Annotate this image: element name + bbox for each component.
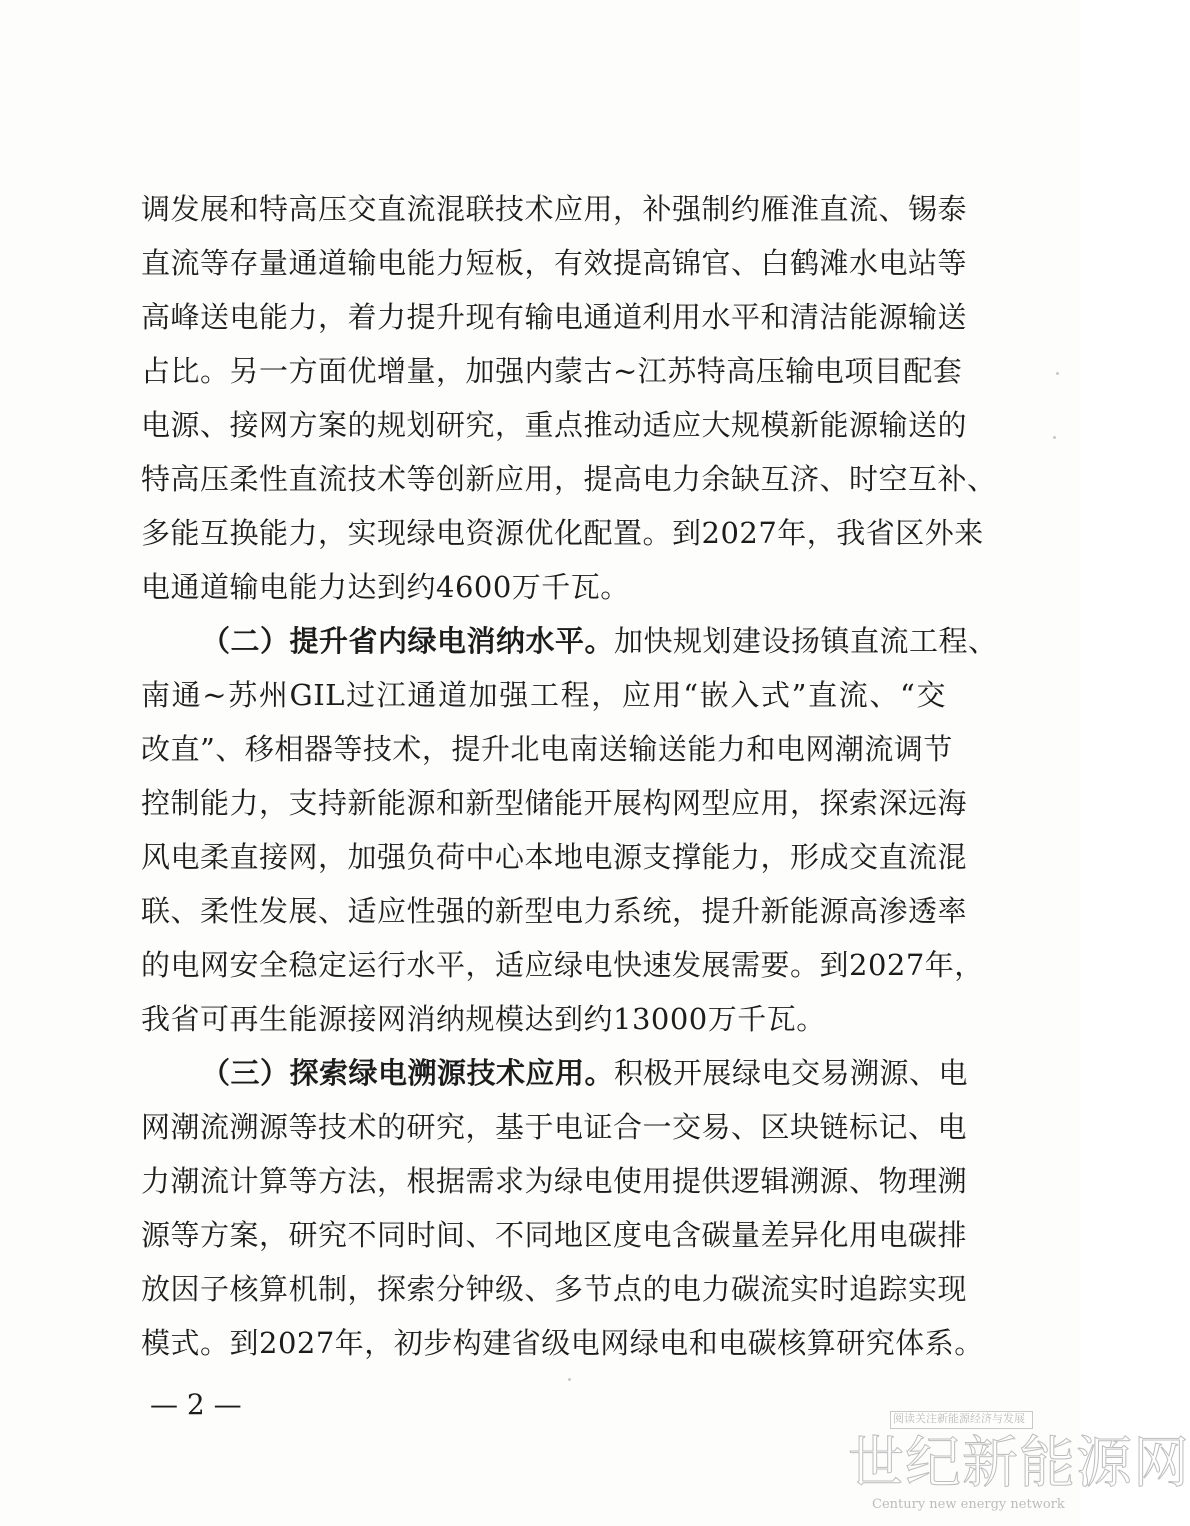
text-line: 占比。另一方面优增量，加强内蒙古~江苏特高压输电项目配套 (141, 354, 963, 388)
text-line: 控制能力，支持新能源和新型储能开展构网型应用，探索深远海 (141, 786, 968, 820)
text-line: 网潮流溯源等技术的研究，基于电证合一交易、区块链标记、电 (141, 1110, 968, 1144)
text-line: 源等方案，研究不同时间、不同地区度电含碳量差异化用电碳排 (141, 1218, 968, 1252)
text-line: 高峰送电能力，着力提升现有输电通道利用水平和清洁能源输送 (141, 300, 968, 334)
text-line: 力潮流计算等方法，根据需求为绿电使用提供逻辑溯源、物理溯 (141, 1164, 968, 1198)
text-line: 我省可再生能源接网消纳规模达到约13000万千瓦。 (141, 1002, 826, 1036)
section-heading: （二）提升省内绿电消纳水平。 (201, 624, 615, 658)
section-heading: （三）探索绿电溯源技术应用。 (201, 1056, 615, 1090)
text-line: 特高压柔性直流技术等创新应用，提高电力余缺互济、时空互补、 (141, 462, 997, 496)
text-line: 调发展和特高压交直流混联技术应用，补强制约雁淮直流、锡泰 (141, 192, 968, 226)
watermark-tag: 阅读关注新能源经济与发展 (893, 1412, 1025, 1425)
text-line: 南通~苏州GIL过江通道加强工程，应用“嵌入式”直流、“交 (141, 678, 946, 712)
text-span: 积极开展绿电交易溯源、电 (614, 1056, 969, 1090)
watermark-logo-text: 世纪新能源网 (848, 1431, 1190, 1496)
document-body (141, 182, 998, 1370)
text-line: 多能互换能力，实现绿电资源优化配置。到2027年，我省区外来 (141, 516, 984, 550)
text-line: 电源、接网方案的规划研究，重点推动适应大规模新能源输送的 (141, 408, 968, 442)
watermark-subtitle: Century new energy network (872, 1497, 1065, 1512)
text-line: 模式。到2027年，初步构建省级电网绿电和电碳核算研究体系。 (141, 1326, 984, 1360)
page-number: — 2 — (150, 1388, 242, 1421)
text-line: 改直”、移相器等技术，提升北电南送输送能力和电网潮流调节 (141, 732, 953, 766)
text-line: 电通道输电能力达到约4600万千瓦。 (141, 570, 630, 604)
scan-speck (1053, 436, 1056, 439)
text-line: 放因子核算机制，探索分钟级、多节点的电力碳流实时追踪实现 (141, 1272, 968, 1306)
text-line: 直流等存量通道输电能力短板，有效提高锦官、白鹤滩水电站等 (141, 246, 968, 280)
paragraph-3 (141, 1046, 984, 1370)
text-line: 风电柔直接网，加强负荷中心本地电源支撑能力，形成交直流混 (141, 840, 968, 874)
scan-speck (568, 1378, 571, 1381)
text-span: 加快规划建设扬镇直流工程、 (614, 624, 998, 658)
text-line: 的电网安全稳定运行水平，适应绿电快速发展需要。到2027年， (141, 948, 984, 982)
text-line (141, 614, 998, 668)
paragraph-1 (141, 182, 997, 614)
text-line (141, 1046, 969, 1100)
paragraph-2 (141, 614, 998, 1046)
text-line: 联、柔性发展、适应性强的新型电力系统，提升新能源高渗透率 (141, 894, 968, 928)
scan-speck (1056, 372, 1059, 375)
